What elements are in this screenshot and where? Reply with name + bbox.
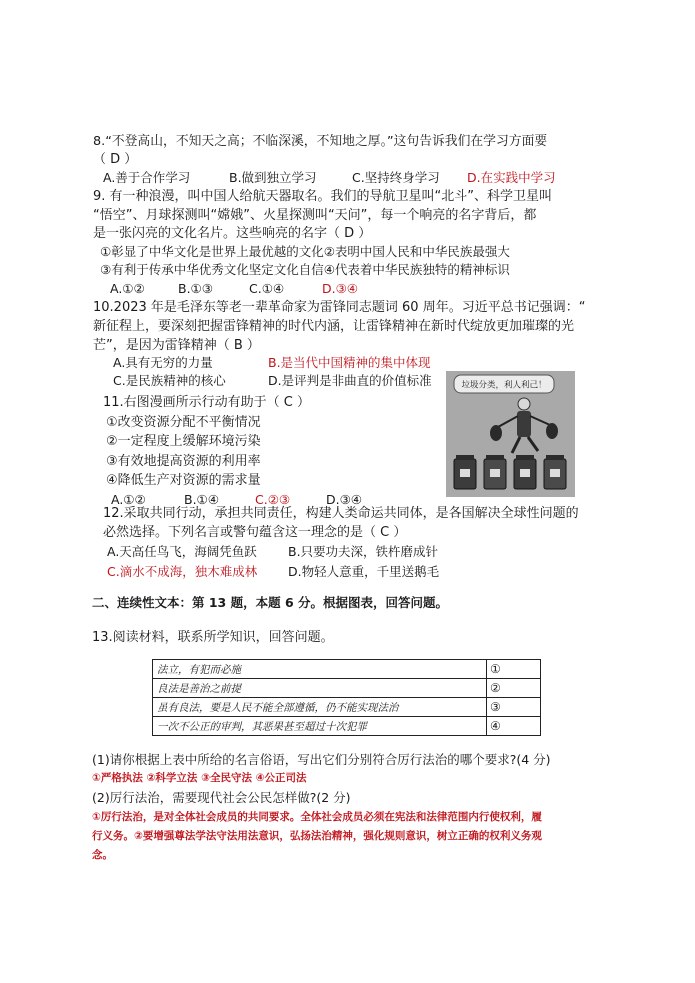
quote-number: ④ [487, 717, 541, 736]
garbage-sorting-comic [446, 371, 575, 497]
q8-option-c: C.坚持终身学习 [352, 170, 440, 185]
q8-option-a: A.善于合作学习 [103, 170, 191, 185]
comic-caption: 垃圾分类，利人利己！ [461, 380, 547, 391]
q13-answer-2-line2: 行义务。②要增强尊法学法守法用法意识，弘扬法治精神，强化规则意识，树立正确的权利义务观 [92, 830, 542, 842]
q9-option-d: D.③④ [322, 281, 359, 296]
q13-answer-1: ①严格执法 ②科学立法 ③全民守法 ④公正司法 [92, 772, 307, 784]
q10-stem-line2: 新征程上，要深刻把握雷锋精神的时代内涵，让雷锋精神在新时代绽放更加璀璨的光 [93, 319, 575, 334]
quote-text: 一次不公正的审判，其恶果甚至超过十次犯罪 [153, 717, 487, 736]
q9-stem-line3: 是一张闪亮的文化名片。这些响亮的名字（ D ） [93, 226, 372, 241]
quotes-table [152, 659, 541, 736]
q10-option-b: B.是当代中国精神的集中体现 [268, 355, 431, 370]
q11-option-a: A.①② [111, 492, 146, 507]
q9-stem-line1: 9. 有一种浪漫，叫中国人给航天器取名。我们的导航卫星叫“北斗”、科学卫星叫 [93, 189, 553, 204]
q11-statement-1: ①改变资源分配不平衡情况 [106, 415, 261, 430]
q8-option-d: D.在实践中学习 [467, 170, 556, 185]
q12-option-c: C.滴水不成海，独木难成林 [107, 564, 258, 579]
q12-stem-line2: 必然选择。下列名言或警句蕴含这一理念的是（ C ） [103, 525, 407, 540]
q10-stem-line1: 10.2023 年是毛泽东等老一辈革命家为雷锋同志题词 60 周年。习近平总书记强调：“ [93, 300, 586, 315]
quote-number: ① [487, 660, 541, 679]
q11-option-c: C.②③ [255, 492, 291, 507]
q9-option-a: A.①② [110, 281, 145, 296]
q11-option-d: D.③④ [326, 492, 363, 507]
q9-option-b: B.①③ [178, 281, 213, 296]
quote-number: ③ [487, 698, 541, 717]
q10-option-a: A.具有无穷的力量 [113, 355, 213, 370]
table-row [153, 679, 541, 698]
q9-statements-line2: ③有利于传承中华优秀文化坚定文化自信④代表着中华民族独特的精神标识 [100, 262, 510, 277]
table-row [153, 698, 541, 717]
q13-subquestion-2: (2)厉行法治，需要现代社会公民怎样做?(2 分) [92, 790, 351, 805]
q8-stem-line2: （ D ） [93, 152, 138, 167]
q11-option-b: B.①④ [184, 492, 219, 507]
quote-text: 虽有良法，要是人民不能全部遵循，仍不能实现法治 [153, 698, 487, 717]
q11-stem: 11.右图漫画所示行动有助于（ C ） [103, 395, 311, 410]
q13-answer-2-line3: 念。 [92, 849, 113, 861]
q10-option-c: C.是民族精神的核心 [113, 373, 226, 388]
q11-statement-3: ③有效地提高资源的利用率 [106, 454, 261, 469]
q10-stem-line3: 芒”，是因为雷锋精神（ B ） [93, 338, 260, 353]
q9-option-c: C.①④ [249, 281, 285, 296]
q8-option-b: B.做到独立学习 [229, 170, 317, 185]
quote-number: ② [487, 679, 541, 698]
table-row [153, 660, 541, 679]
quote-text: 法立，有犯而必施 [153, 660, 487, 679]
q12-stem-line1: 12.采取共同行动，承担共同责任，构建人类命运共同体，是各国解决全球性问题的 [103, 506, 579, 521]
q9-stem-line2: “悟空”、月球探测叫“嫦娥”、火星探测叫“天问”，每一个响亮的名字背后，都 [93, 208, 537, 223]
q13-subquestion-1: (1)请你根据上表中所给的名言俗语，写出它们分别符合厉行法治的哪个要求?(4 分) [92, 752, 551, 767]
q12-option-a: A.天高任鸟飞，海阔凭鱼跃 [107, 544, 257, 559]
table-row [153, 717, 541, 736]
q13-intro: 13.阅读材料，联系所学知识，回答问题。 [92, 630, 334, 645]
q12-option-d: D.物轻人意重，千里送鹅毛 [288, 564, 440, 579]
quote-text: 良法是善治之前提 [153, 679, 487, 698]
q9-statements-line1: ①彰显了中华文化是世界上最优越的文化②表明中国人民和中华民族最强大 [100, 244, 510, 259]
q13-answer-2-line1: ①厉行法治，是对全体社会成员的共同要求。全体社会成员必须在宪法和法律范围内行使权利，履 [92, 811, 542, 823]
q11-statement-4: ④降低生产对资源的需求量 [106, 473, 261, 488]
section-heading: 二、连续性文本：第 13 题，本题 6 分。根据图表，回答问题。 [92, 595, 449, 610]
q12-option-b: B.只要功夫深，铁杵磨成针 [288, 544, 439, 559]
q10-option-d: D.是评判是非曲直的价值标准 [268, 373, 432, 388]
q11-statement-2: ②一定程度上缓解环境污染 [106, 434, 261, 449]
q8-stem-line1: 8.“不登高山，不知天之高；不临深溪，不知地之厚。”这句告诉我们在学习方面要 [93, 134, 548, 149]
